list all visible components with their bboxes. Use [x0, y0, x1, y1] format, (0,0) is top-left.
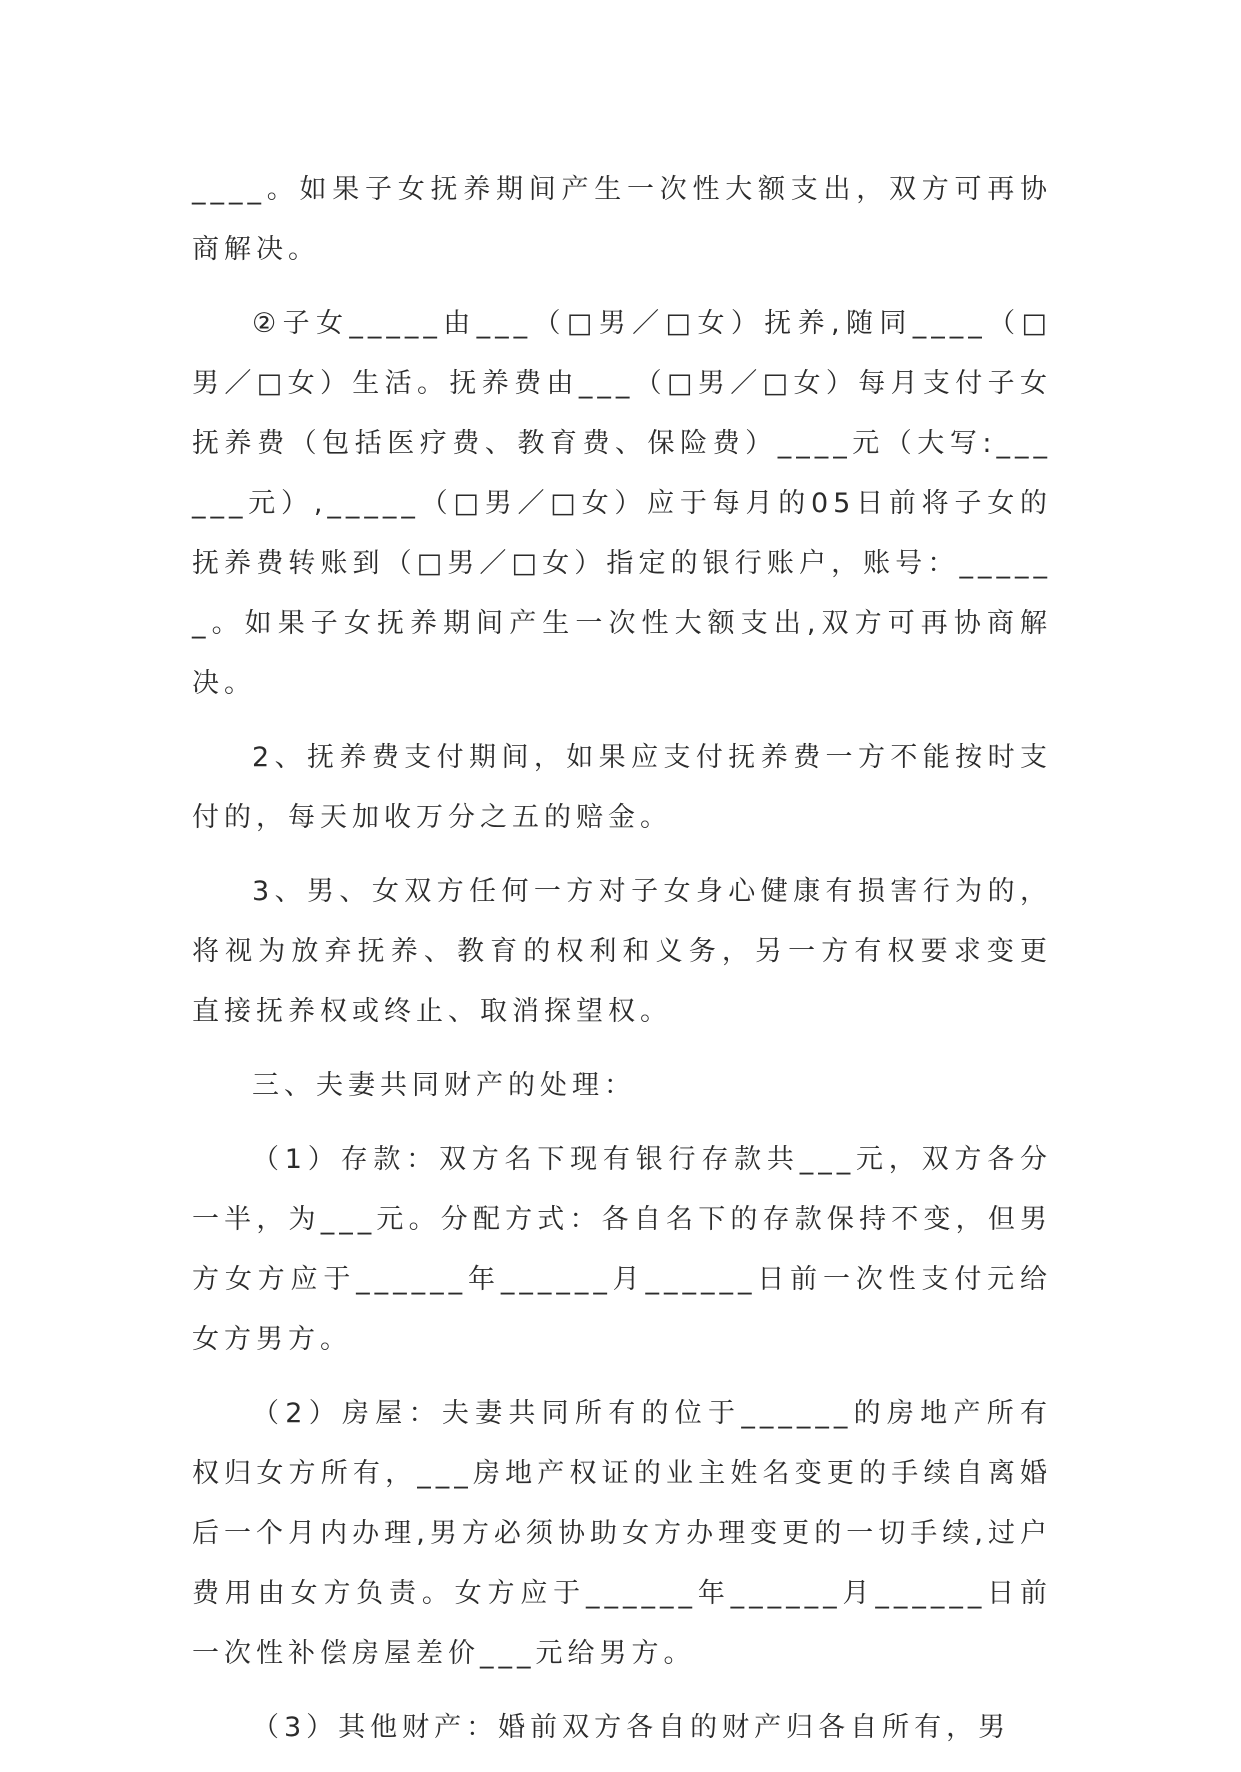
- paragraph-1: ____。如果子女抚养期间产生一次性大额支出，双方可再协商解决。: [192, 174, 1052, 265]
- section-heading-3: 三、夫妻共同财产的处理：: [252, 1070, 636, 1101]
- document-body: [192, 160, 1052, 1772]
- paragraph-2: ②子女_____由___（□男／□女）抚养,随同____（□男／□女）生活。抚养费由___（□男／□女）每月支付子女抚养费（包括医疗费、教育费、保险费）____元（大写:______元）,_____（□男／□女）应于每月的05日前将子女的抚养费转账到（□男／□女）指定的银行账户，账号：______。如果子女抚养期间产生一次性大额支出,双方可再协商解决。: [192, 308, 1052, 699]
- paragraph-4: 3、男、女双方任何一方对子女身心健康有损害行为的，将视为放弃抚养、教育的权利和义务，另一方有权要求变更直接抚养权或终止、取消探望权。: [192, 876, 1052, 1027]
- paragraph-deposit: （1）存款：双方名下现有银行存款共___元，双方各分一半，为___元。分配方式：各自名下的存款保持不变，但男方女方应于______年______月______日前一次性支付元给女方男方。: [192, 1144, 1052, 1355]
- paragraph-house: （2）房屋：夫妻共同所有的位于______的房地产所有权归女方所有，___房地产权证的业主姓名变更的手续自离婚后一个月内办理,男方必须协助女方办理变更的一切手续,过户费用由女方负责。女方应于______年______月______日前一次性补偿房屋差价___元给男方。: [192, 1398, 1052, 1669]
- paragraph-other-property: （3）其他财产：婚前双方各自的财产归各自所有，男: [252, 1712, 1011, 1743]
- paragraph-3: 2、抚养费支付期间，如果应支付抚养费一方不能按时支付的，每天加收万分之五的赔金。: [192, 742, 1052, 833]
